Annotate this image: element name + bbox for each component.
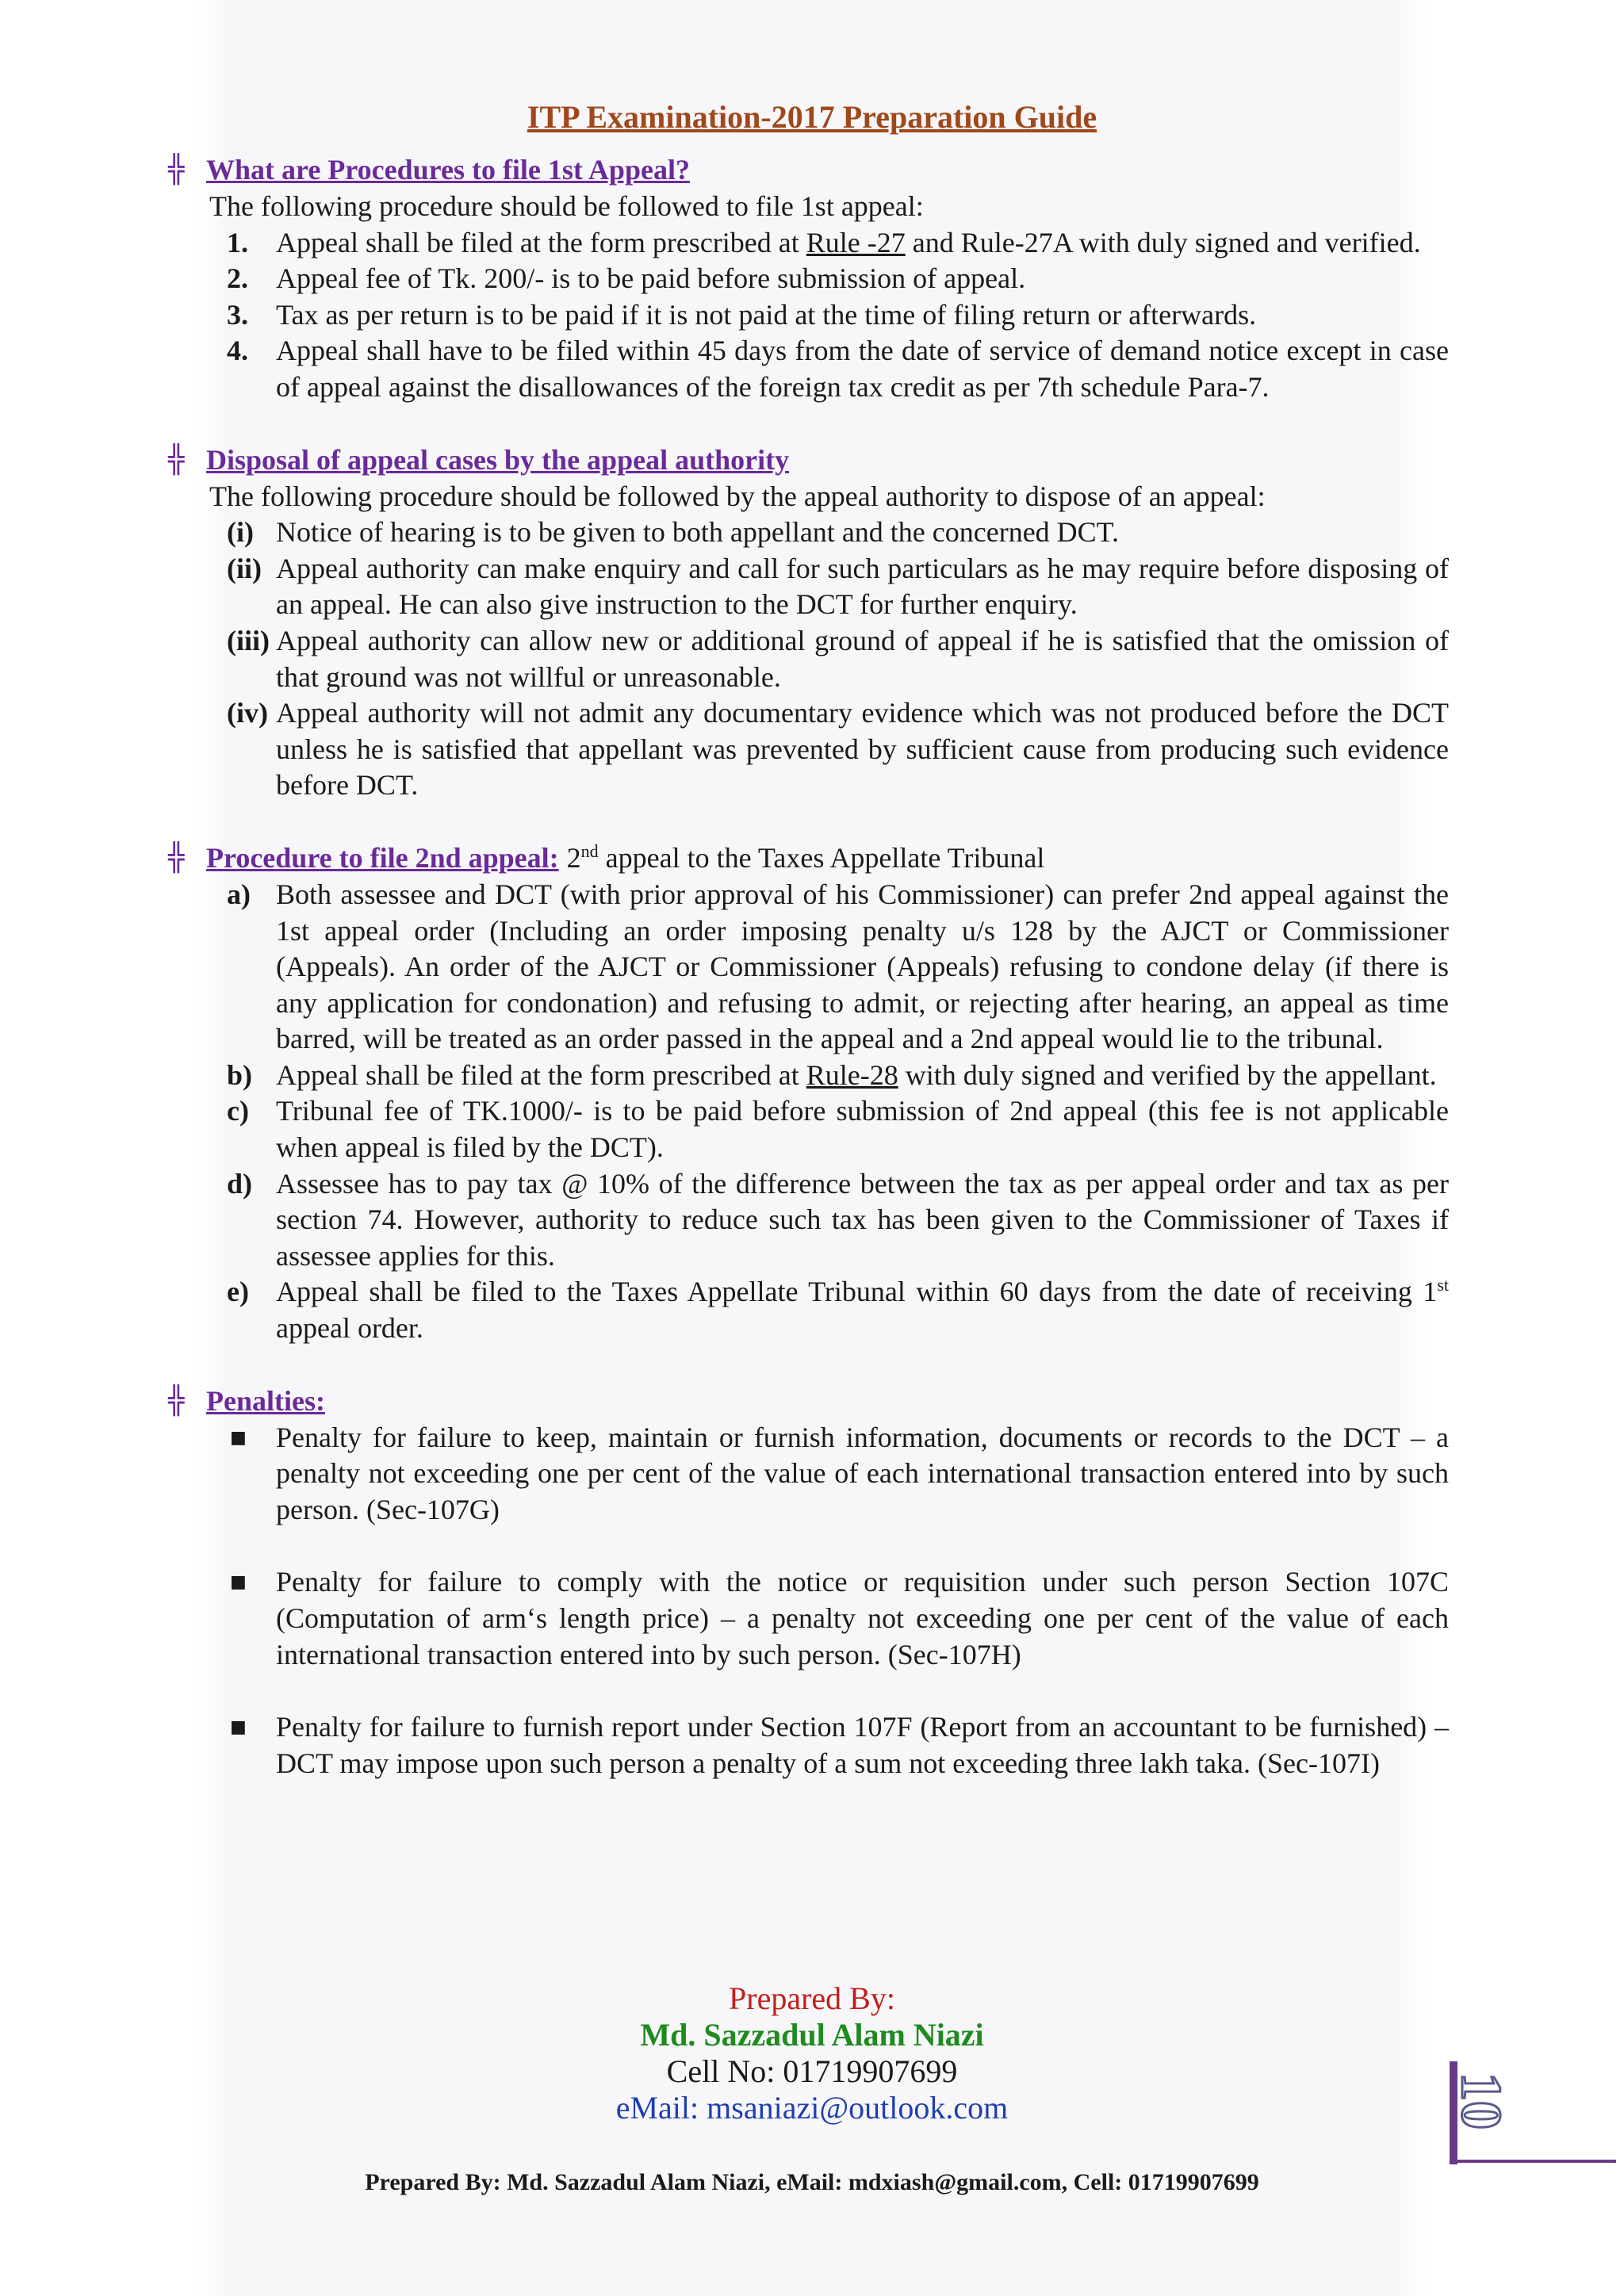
section-title: What are Procedures to file 1st Appeal? [206, 154, 690, 186]
list-item [168, 1274, 1449, 1346]
list-item [168, 1420, 1449, 1529]
rule-28-reference: Rule-28 [806, 1058, 898, 1091]
list-marker: d) [227, 1167, 253, 1200]
author-email: eMail: msaniazi@outlook.com [615, 2090, 1009, 2126]
second-appeal-list [168, 877, 1449, 1347]
list-marker: 1. [227, 226, 248, 258]
spacer [168, 1673, 1449, 1709]
section-heading-penalties [168, 1383, 1449, 1420]
list-item-text: Tax as per return is to be paid if it is not paid at the time of filing return or afterwards. [276, 298, 1257, 331]
spacer [168, 1347, 1449, 1383]
section-intro: The following procedure should be followed by the appeal authority to dispose of an appeal: [209, 480, 1266, 512]
list-item-text: Penalty for failure to comply with the notice or requisition under such person Section 107C (Computation of arm‘s length price) – a penalty not exceeding one per cent of the value of each international transaction entered into by such person. (Sec-107H) [276, 1566, 1449, 1670]
list-item [168, 1093, 1449, 1165]
page-footer: Prepared By: Md. Sazzadul Alam Niazi, eMail: mdxiash@gmail.com, Cell: 01719907699 [365, 2169, 1259, 2195]
prepared-by-label: Prepared By: [729, 1980, 895, 2016]
square-bullet-icon: ■ [230, 1427, 247, 1448]
list-item-text: Both assessee and DCT (with prior approval of his Commissioner) can prefer 2nd appeal against the 1st appeal order (Including an order imposing penalty u/s 128 by the AJCT or Commissioner (Appeals). An order of the AJCT or Commissioner (Appeals) refusing to condone delay (if there is any application for condonation) and refusing to admit, or rejecting after hearing, an appeal as time barred, will be treated as an order passed in the appeal and a 2nd appeal would lie to the tribunal. [276, 878, 1449, 1055]
list-item [168, 1564, 1449, 1673]
list-item [168, 333, 1449, 405]
list-marker: b) [227, 1058, 253, 1091]
list-marker: (iii) [227, 624, 270, 656]
list-item [168, 225, 1449, 262]
section-intro: The following procedure should be followed to file 1st appeal: [209, 190, 924, 222]
section-cross-icon: ╬ [168, 154, 185, 186]
disposal-list [168, 515, 1449, 804]
list-item [168, 623, 1449, 695]
page-number-rule-horizontal [1450, 2160, 1616, 2163]
list-marker: (i) [227, 516, 254, 549]
list-item [168, 551, 1449, 623]
list-item-text: Tribunal fee of TK.1000/- is to be paid before submission of 2nd appeal (this fee is not applicable when appeal is filed by the DCT). [276, 1095, 1449, 1164]
spacer [168, 406, 1449, 442]
list-item [168, 297, 1449, 334]
section-subtitle: 2nd appeal to the Taxes Appellate Tribunal [566, 841, 1045, 874]
section-title: Penalties: [206, 1384, 325, 1417]
list-marker: (ii) [227, 552, 262, 584]
list-item-text: Notice of hearing is to be given to both appellant and the concerned DCT. [276, 516, 1120, 549]
page-number: 10 [1450, 2072, 1513, 2130]
list-marker: e) [227, 1276, 249, 1308]
list-item-text: Penalty for failure to furnish report under Section 107F (Report from an accountant to be furnished) – DCT may impose upon such person a penalty of a sum not exceeding three lakh taka. (Sec-107I) [276, 1711, 1449, 1779]
section-heading-disposal [168, 442, 1449, 479]
section-cross-icon: ╬ [168, 1384, 185, 1417]
author-name: Md. Sazzadul Alam Niazi [640, 2017, 984, 2053]
list-item [168, 261, 1449, 297]
section-cross-icon: ╬ [168, 842, 185, 874]
list-item-text: Appeal fee of Tk. 200/- is to be paid before submission of appeal. [276, 262, 1026, 295]
spacer [168, 804, 1449, 840]
prepared-by-block [0, 1980, 1624, 2126]
list-marker: c) [227, 1095, 249, 1127]
list-item [168, 1058, 1449, 1094]
list-item-text: Appeal shall be filed at the form prescribed at Rule -27 and Rule-27A with duly signed and verified. [276, 226, 1421, 258]
list-item-text: Appeal authority will not admit any documentary evidence which was not produced before the DCT unless he is satisfied that appellant was prevented by sufficient cause from producing such evidence before DCT. [276, 697, 1449, 802]
first-appeal-list [168, 225, 1449, 406]
list-item [168, 1166, 1449, 1275]
list-marker: 2. [227, 262, 248, 295]
rule-27-reference: Rule -27 [806, 226, 906, 258]
document-title: ITP Examination-2017 Preparation Guide [527, 99, 1097, 135]
list-item-text: Appeal authority can make enquiry and call for such particulars as he may require before disposing of an appeal. He can also give instruction to the DCT for further enquiry. [276, 552, 1449, 621]
list-item [168, 515, 1449, 551]
section-title: Disposal of appeal cases by the appeal authority [206, 443, 790, 476]
list-item [168, 1709, 1449, 1781]
spacer [168, 1528, 1449, 1564]
list-item-text: Assessee has to pay tax @ 10% of the difference between the tax as per appeal order and tax as per section 74. However, authority to reduce such tax has been given to the Commissioner of Taxes if assessee applies for this. [276, 1167, 1449, 1272]
square-bullet-icon: ■ [230, 1717, 247, 1738]
section-heading-first-appeal [168, 152, 1449, 189]
author-cell: Cell No: 01719907699 [666, 2053, 958, 2089]
section-title: Procedure to file 2nd appeal: [206, 842, 559, 874]
document-body [168, 152, 1449, 1781]
list-item [168, 695, 1449, 804]
list-item-text: Appeal shall have to be filed within 45 days from the date of service of demand notice except in case of appeal against the disallowances of the foreign tax credit as per 7th schedule Para-7. [276, 335, 1449, 403]
section-cross-icon: ╬ [168, 443, 185, 476]
list-item-text: Appeal shall be filed to the Taxes Appellate Tribunal within 60 days from the date of receiving 1st appeal order. [276, 1275, 1449, 1345]
penalties-list [168, 1420, 1449, 1782]
list-marker: a) [227, 878, 251, 910]
list-item-text: Appeal shall be filed at the form prescribed at Rule-28 with duly signed and verified by the appellant. [276, 1058, 1437, 1091]
section-heading-second-appeal [168, 840, 1449, 877]
list-item [168, 877, 1449, 1058]
list-item-text: Appeal authority can allow new or additional ground of appeal if he is satisfied that the omission of that ground was not willful or unreasonable. [276, 624, 1449, 693]
list-marker: 4. [227, 335, 248, 367]
square-bullet-icon: ■ [230, 1572, 247, 1593]
list-marker: (iv) [227, 697, 268, 729]
list-marker: 3. [227, 298, 248, 331]
list-item-text: Penalty for failure to keep, maintain or furnish information, documents or records to the DCT – a penalty not exceeding one per cent of the value of each international transaction entered into by such person. (Sec-107G) [276, 1421, 1449, 1525]
